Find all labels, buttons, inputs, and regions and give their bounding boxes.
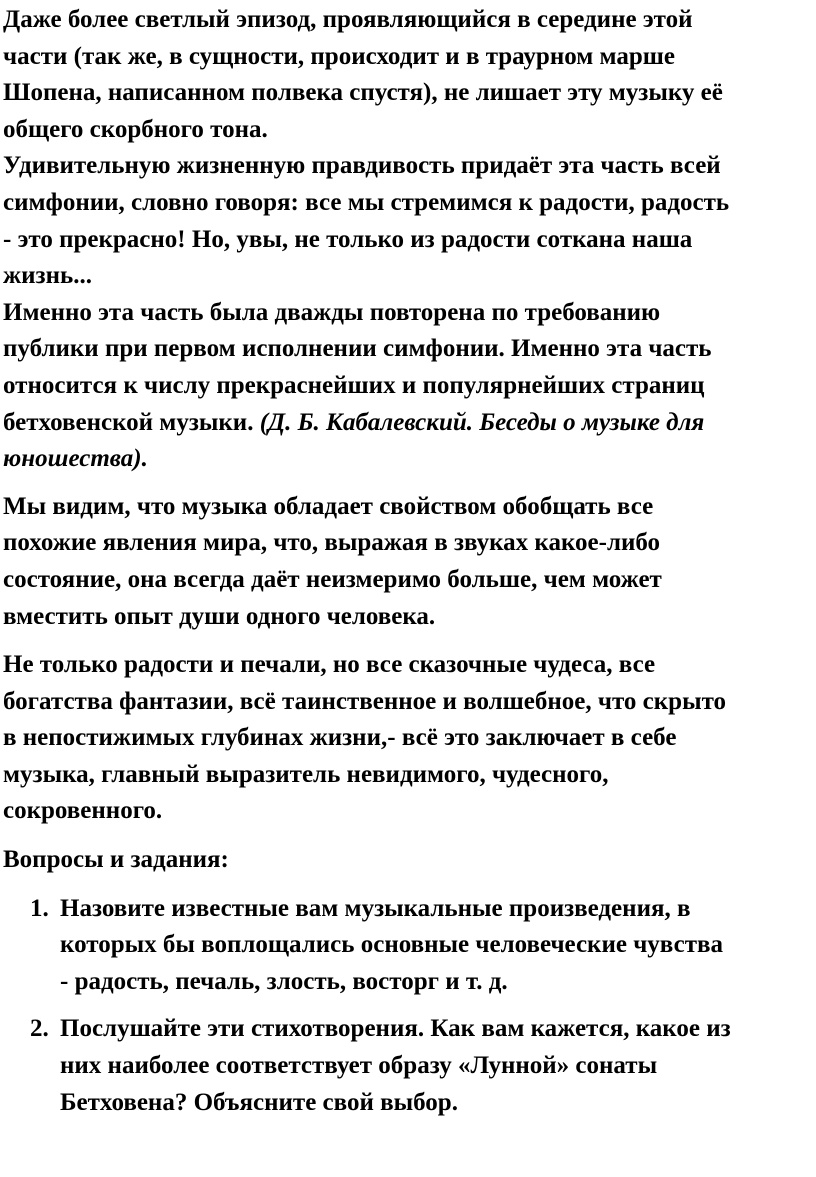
text-line: жизнь... — [3, 262, 92, 290]
text-line: симфонии, словно говоря: все мы стремимся к радости, радость — [3, 188, 730, 216]
task-number: 1. — [30, 894, 49, 922]
text-line: относится к числу прекраснейших и популярнейших страниц — [3, 371, 705, 399]
text-line: Даже более светлый эпизод, проявляющийся в середине этой — [3, 6, 693, 33]
paragraph-wonders — [3, 647, 813, 830]
text-line: публики при первом исполнении симфонии. Именно эта часть — [3, 335, 712, 363]
text-line: части (так же, в сущности, происходит и в траурном марше — [3, 42, 675, 70]
text-line: Не только радости и печали, но все сказочные чудеса, все — [3, 651, 656, 679]
text-line: Послушайте эти стихотворения. Как вам кажется, какое из — [60, 1015, 731, 1043]
text-line: Бетховена? Объясните свой выбор. — [60, 1088, 458, 1116]
tasks-list — [3, 891, 813, 1122]
text-line: вместить опыт души одного человека. — [3, 602, 436, 630]
tasks-heading: Вопросы и задания: — [3, 846, 229, 874]
text-line: Именно эта часть была дважды повторена по требованию — [3, 298, 661, 326]
paragraph-episode — [3, 2, 813, 148]
paragraph-generalization — [3, 489, 813, 635]
text-line: общего скорбного тона. — [3, 115, 268, 143]
text-line: Мы видим, что музыка обладает свойством обобщать все — [3, 492, 654, 520]
text-line: Назовите известные вам музыкальные произведения, в — [60, 894, 691, 922]
text-line: которых бы воплощались основные человеческие чувства — [60, 931, 723, 959]
citation: (Д. Б. Кабалевский. Беседы о музыке для — [259, 408, 705, 436]
document-page — [3, 2, 813, 1132]
text-line: - это прекрасно! Но, увы, не только из радости соткана наша — [3, 225, 693, 253]
text-line: богатства фантазии, всё таинственное и волшебное, что скрыто — [3, 687, 727, 715]
task-item — [30, 891, 813, 1001]
paragraph-truthfulness — [3, 148, 813, 294]
text-line: - радость, печаль, злость, восторг и т. д. — [60, 967, 508, 995]
task-item — [30, 1011, 813, 1121]
text-line: сокровенного. — [3, 797, 163, 825]
text-line: музыка, главный выразитель невидимого, чудесного, — [3, 760, 609, 788]
text-line: Шопена, написанном полвека спустя), не лишает эту музыку её — [3, 79, 723, 107]
text-line: бетховенской музыки. — [3, 408, 260, 436]
text-line: в непостижимых глубинах жизни,- всё это заключает в себе — [3, 724, 677, 752]
text-line: них наиболее соответствует образу «Лунной» сонаты — [60, 1052, 658, 1080]
text-line: состояние, она всегда даёт неизмеримо больше, чем может — [3, 565, 662, 593]
task-number: 2. — [30, 1015, 49, 1043]
citation-continuation: юношества). — [3, 445, 148, 473]
text-line: похожие явления мира, что, выражая в звуках какое-либо — [3, 529, 661, 557]
text-line: Удивительную жизненную правдивость придаёт эта часть всей — [3, 152, 721, 180]
paragraph-repeated-part — [3, 295, 813, 478]
